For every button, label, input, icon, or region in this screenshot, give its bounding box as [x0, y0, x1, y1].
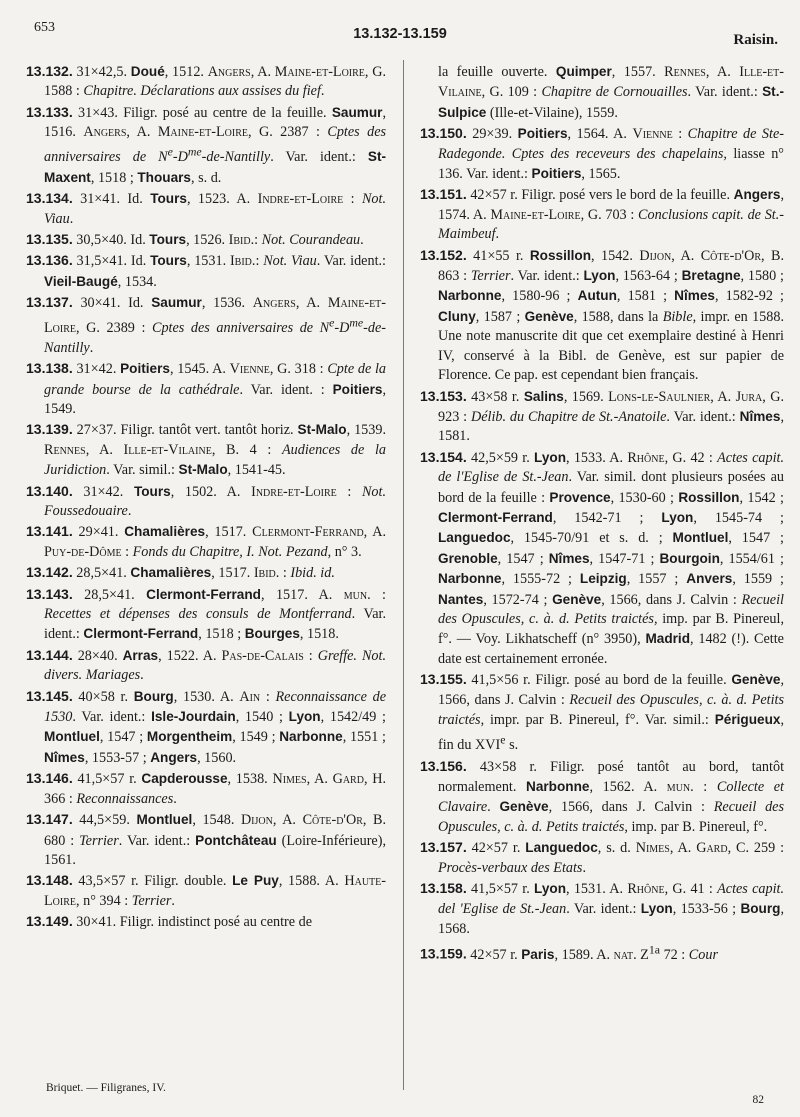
watermark-entry [420, 185, 784, 244]
entry-number: 13.150. [420, 125, 467, 142]
entry-text: la feuille ouverte. Quimper, 1557. Rennes, A. Ille-et-Vilaine, G. 109 : Chapitre de Cornouailles. Var. ident.: St.-Sulpice (Ille-et-Vilaine), 1559. [438, 64, 784, 121]
watermark-entry [420, 62, 784, 123]
entry-number: 13.135. [26, 230, 73, 247]
watermark-entry [26, 810, 386, 870]
entry-number: 13.146. [26, 770, 73, 787]
entry-number: 13.148. [26, 872, 73, 889]
entry-number: 13.153. [420, 387, 467, 404]
entry-text: 29×41. Chamalières, 1517. Clermont-Ferrand, A. Puy-de-Dôme : Fonds du Chapitre, I. Not. Pezand, n° 3. [44, 524, 387, 560]
watermark-entry [420, 757, 784, 838]
entry-number: 13.149. [26, 913, 73, 930]
entry-number: 13.145. [26, 687, 73, 704]
watermark-entry [420, 246, 784, 386]
entry-number: 13.158. [420, 879, 467, 896]
entry-number: 13.152. [420, 246, 467, 263]
entry-text: 41,5×57 r. Capderousse, 1538. Nimes, A. Gard, H. 366 : Reconnaissances. [44, 771, 387, 807]
entry-number: 13.154. [420, 448, 467, 465]
entry-number: 13.136. [26, 252, 73, 269]
watermark-entry [420, 387, 784, 447]
entry-text: 43×58 r. Filigr. posé tantôt au bord, tantôt normalement. Narbonne, 1562. A. mun. : Collecte et Clavaire. Genève, 1566, dans J. Calvin : Recueil des Opuscules, c. à. d. Petits traictés, imp. par B. Pinereul, f°. [438, 758, 785, 835]
entry-text: 29×39. Poitiers, 1564. A. Vienne : Chapitre de Ste-Radegonde. Cptes des receveurs des chapelains, liasse n° 136. Var. ident.: Poitiers, 1565. [438, 126, 784, 183]
entry-number: 13.151. [420, 186, 467, 203]
entry-text: 42×57 r. Languedoc, s. d. Nimes, A. Gard, C. 259 : Procès-verbaux des Etats. [438, 840, 785, 876]
watermark-entry [26, 522, 386, 562]
entry-text: 28,5×41. Clermont-Ferrand, 1517. A. mun. : Recettes et dépenses des consuls de Montferrand. Var. ident.: Clermont-Ferrand, 1518 ; Bourges, 1518. [44, 586, 386, 643]
entry-text: 31×43. Filigr. posé au centre de la feuille. Saumur, 1516. Angers, A. Maine-et-Loire, G. 2387 : Cptes des anniversaires de $N^e-D^{me}-de$-Nantilly. Var. ident.: St-Maxent, 1518 ; Thouars, s. d. [44, 104, 387, 186]
entry-text: 28×40. Arras, 1522. A. Pas-de-Calais : Greffe. Not. divers. Mariages. [44, 647, 386, 684]
entry-number: 13.159. [420, 945, 467, 962]
watermark-entry [420, 940, 784, 965]
entry-range-header: 13.132-13.159 [353, 26, 447, 42]
page-number: 653 [34, 20, 55, 35]
entry-number: 13.140. [26, 482, 73, 499]
watermark-entry [420, 838, 784, 878]
watermark-entry [26, 769, 386, 809]
entry-text: 30,5×40. Id. Tours, 1526. Ibid.: Not. Courandeau. [76, 231, 364, 248]
entry-text: 41×55 r. Rossillon, 1542. Dijon, A. Côte-d'Or, B. 863 : Terrier. Var. ident.: Lyon, 1563-64 ; Bretagne, 1580 ; Narbonne, 1580-96 ; Autun, 1581 ; Nîmes, 1582-92 ; Cluny, 1587 ; Genève, 1588, dans la Bible, impr. en 1588. Une note manuscrite dit que cet exemplaire destiné à Henri IV, conservé à la Bibl. de Genève, est sur papier de Florence. Ce pap. est cependant bien français. [438, 247, 785, 384]
entry-text: 40×58 r. Bourg, 1530. A. Ain : Reconnaissance de 1530. Var. ident.: Isle-Jourdain, 1540 ; Lyon, 1542/49 ; Montluel, 1547 ; Morgentheim, 1549 ; Narbonne, 1551 ; Nîmes, 1553-57 ; Angers, 1560. [44, 688, 386, 766]
watermark-entry [26, 103, 386, 188]
entry-text: 31,5×41. Id. Tours, 1531. Ibid.: Not. Viau. Var. ident.: Vieil-Baugé, 1534. [44, 253, 386, 290]
entry-text: 31×42,5. Doué, 1512. Angers, A. Maine-et-Loire, G. 1588 : Chapitre. Déclarations aux assises du fief. [44, 64, 386, 100]
watermark-entry [26, 585, 386, 645]
watermark-entry [26, 687, 386, 769]
entry-number: 13.132. [26, 63, 73, 79]
watermark-entry [26, 646, 386, 686]
watermark-entry [26, 359, 386, 419]
entry-text: 42×57 r. Filigr. posé vers le bord de la feuille. Angers, 1574. A. Maine-et-Loire, G. 703 : Conclusions capit. de St.-Maimbeuf. [438, 187, 785, 243]
entry-number: 13.138. [26, 360, 73, 377]
entry-number: 13.156. [420, 757, 467, 774]
entry-text: 44,5×59. Montluel, 1548. Dijon, A. Côte-d'Or, B. 680 : Terrier. Var. ident.: Pontchâteau (Loire-Inférieure), 1561. [44, 812, 387, 868]
entry-number: 13.141. [26, 523, 73, 540]
footer-signature: 82 [752, 1094, 764, 1106]
watermark-entry [26, 251, 386, 292]
running-title: Raisin. [733, 32, 778, 48]
entry-text: 31×42. Tours, 1502. A. Indre-et-Loire : Not. Foussedouaire. [44, 483, 386, 519]
entry-number: 13.155. [420, 671, 467, 688]
entry-number: 13.157. [420, 839, 467, 856]
entry-number: 13.139. [26, 421, 73, 438]
watermark-entry [26, 482, 386, 522]
entry-text: 43,5×57 r. Filigr. double. Le Puy, 1588. A. Haute-Loire, n° 394 : Terrier. [44, 873, 386, 909]
entry-number: 13.144. [26, 646, 73, 663]
entry-text: 43×58 r. Salins, 1569. Lons-le-Saulnier, A. Jura, G. 923 : Délib. du Chapitre de St.-Anatoile. Var. ident.: Nîmes, 1581. [438, 388, 785, 445]
entry-number: 13.137. [26, 294, 73, 311]
entry-number: 13.142. [26, 564, 73, 581]
watermark-entry [26, 420, 386, 480]
entry-text: 42,5×59 r. Lyon, 1533. A. Rhône, G. 42 : Actes capit. de l'Eglise de St.-Jean. Var. simil. dont plusieurs posées au bord de la feuille : Provence, 1530-60 ; Rossillon, 1542 ; Clermont-Ferrand, 1542-71 ; Lyon, 1545-74 ; Languedoc, 1545-70/91 et s. d. ; Montluel, 1547 ; Grenoble, 1547 ; Nîmes, 1547-71 ; Bourgoin, 1554/61 ; Narbonne, 1555-72 ; Leipzig, 1557 ; Anvers, 1559 ; Nantes, 1572-74 ; Genève, 1566, dans J. Calvin : Recueil des Opuscules, c. à. d. Petits traictés, imp. par B. Pinereul, f°. — Voy. Likhatscheff (n° 3950), Madrid, 1482 (!). Cette date est certainement erronée. [438, 449, 785, 667]
watermark-entry [420, 670, 784, 755]
watermark-entry [26, 871, 386, 911]
entry-text: 41,5×57 r. Lyon, 1531. A. Rhône, G. 41 : Actes capit. del 'Eglise de St.-Jean. Var. ident.: Lyon, 1533-56 ; Bourg, 1568. [438, 880, 785, 937]
footer-source: Briquet. — Filigranes, IV. [46, 1082, 166, 1094]
entry-text: 30×41. Id. Saumur, 1536. Angers, A. Maine-et-Loire, G. 2389 : Cptes des anniversaires de $N^e-D^{me}-de$-Nantilly. [44, 295, 387, 356]
entry-text: 31×42. Poitiers, 1545. A. Vienne, G. 318 : Cpte de la grande bourse de la cathédrale. Var. ident. : Poitiers, 1549. [44, 361, 387, 417]
watermark-entry [26, 62, 386, 102]
entry-number: 13.147. [26, 811, 73, 828]
watermark-entry [26, 189, 386, 229]
watermark-entry [26, 912, 386, 932]
entry-number: 13.134. [26, 190, 73, 207]
watermark-entry [420, 124, 784, 184]
watermark-entry [420, 879, 784, 939]
column-divider [403, 60, 404, 1090]
entry-text: 41,5×56 r. Filigr. posé au bord de la feuille. Genève, 1566, dans J. Calvin : Recueil des Opuscules, c. à. d. Petits traictés, impr. par B. Pinereul, f°. Var. simil.: Périgueux, fin du XVIe s. [438, 672, 784, 754]
entry-text: 30×41. Filigr. indistinct posé au centre de [76, 914, 313, 931]
entry-number: 13.133. [26, 103, 73, 120]
right-column [420, 62, 784, 966]
entry-text: 31×41. Id. Tours, 1523. A. Indre-et-Loire : Not. Viau. [44, 191, 386, 227]
watermark-entry [26, 563, 386, 583]
entry-text: 42×57 r. Paris, 1589. A. nat. $Z^{1a}$ 72 : Cour [470, 942, 718, 963]
watermark-entry [26, 293, 386, 358]
entry-text: 28,5×41. Chamalières, 1517. Ibid. : Ibid. id. [76, 565, 335, 582]
watermark-entry [420, 448, 784, 669]
left-column [26, 62, 386, 934]
entry-text: 27×37. Filigr. tantôt vert. tantôt horiz. St-Malo, 1539. Rennes, A. Ille-et-Vilaine, B. 4 : Audiences de la Juridiction. Var. simil.: St-Malo, 1541-45. [44, 422, 387, 479]
watermark-entry [26, 230, 386, 250]
entry-number: 13.143. [26, 585, 73, 602]
